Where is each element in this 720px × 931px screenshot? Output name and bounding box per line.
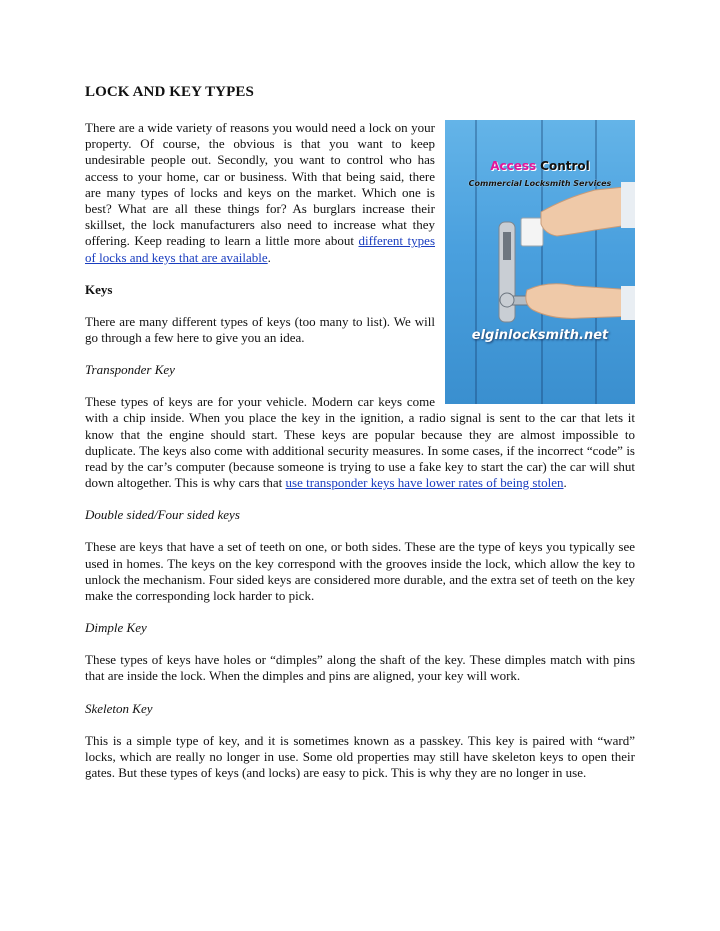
skeleton-heading: Skeleton Key (85, 700, 153, 716)
transponder-paragraph: These types of keys are for your vehicle. Modern car keys come with a chip inside. When you place the key in the ignition, a radio signal is sent to the car that lets it know that the engine should start. These keys are popular because they are almost impossible to duplicate. The keys also come with additional security measures. In some cases, if the incorrect “code” is read by the car’s computer (because someone is trying to use a fake key to start the car) the car will shut down altogether. This is why cars that use transponder keys have lower rates of being stolen. (85, 394, 635, 491)
document-page (85, 82, 635, 781)
skeleton-paragraph: This is a simple type of key, and it is sometimes known as a passkey. This key is paired with “ward” locks, which are really no longer in use. Some old properties may still have skeleton keys to open their gates. But these types of keys (and locks) are easy to pick. This is why they are no longer in use. (85, 732, 635, 781)
double-sided-paragraph: These are keys that have a set of teeth on one, or both sides. These are the type of keys you typically see used in homes. The keys on the key correspond with the grooves inside the lock, which allow the key to unlock the mechanism. Four sided keys are considered more durable, and the extra set of teeth on the key make the corresponding lock harder to pick. (85, 539, 635, 604)
dimple-paragraph: These types of keys have holes or “dimples” along the shaft of the key. These dimples match with pins that are inside the lock. When the dimples and pins are aligned, your key will work. (85, 652, 635, 684)
keys-paragraph: There are many different types of keys (too many to list). We will go through a few here to give you an idea. (85, 313, 435, 346)
page-title: LOCK AND KEY TYPES (85, 84, 254, 100)
lock-types-link[interactable]: different types of locks and keys that are available (85, 233, 436, 265)
dimple-heading: Dimple Key (85, 620, 147, 636)
brand-control-text: Control (540, 159, 590, 173)
keys-heading: Keys (85, 281, 113, 297)
website-watermark: elginlocksmith.net (471, 328, 609, 343)
brand-subtitle: Commercial Locksmith Services (468, 179, 612, 188)
intro-paragraph: There are a wide variety of reasons you would need a lock on your property. Of course, the obvious is that you want to keep undesirable people out. Secondly, you want to control who has access to your home, car or business. With that being said, there are many types of locks and keys on the market. Which one is best? What are all these things for? As burglars increase their skillset, the lock manufacturers also need to increase what they offering. Keep reading to learn a little more about different types of locks and keys that are available. (85, 120, 436, 265)
transponder-heading: Transponder Key (85, 362, 175, 378)
brand-access-text: Access (490, 159, 537, 173)
brand-overlay (455, 158, 625, 192)
double-sided-heading: Double sided/Four sided keys (85, 507, 240, 523)
access-control-photo (445, 120, 635, 404)
transponder-link[interactable]: use transponder keys have lower rates of being stolen (285, 475, 564, 491)
